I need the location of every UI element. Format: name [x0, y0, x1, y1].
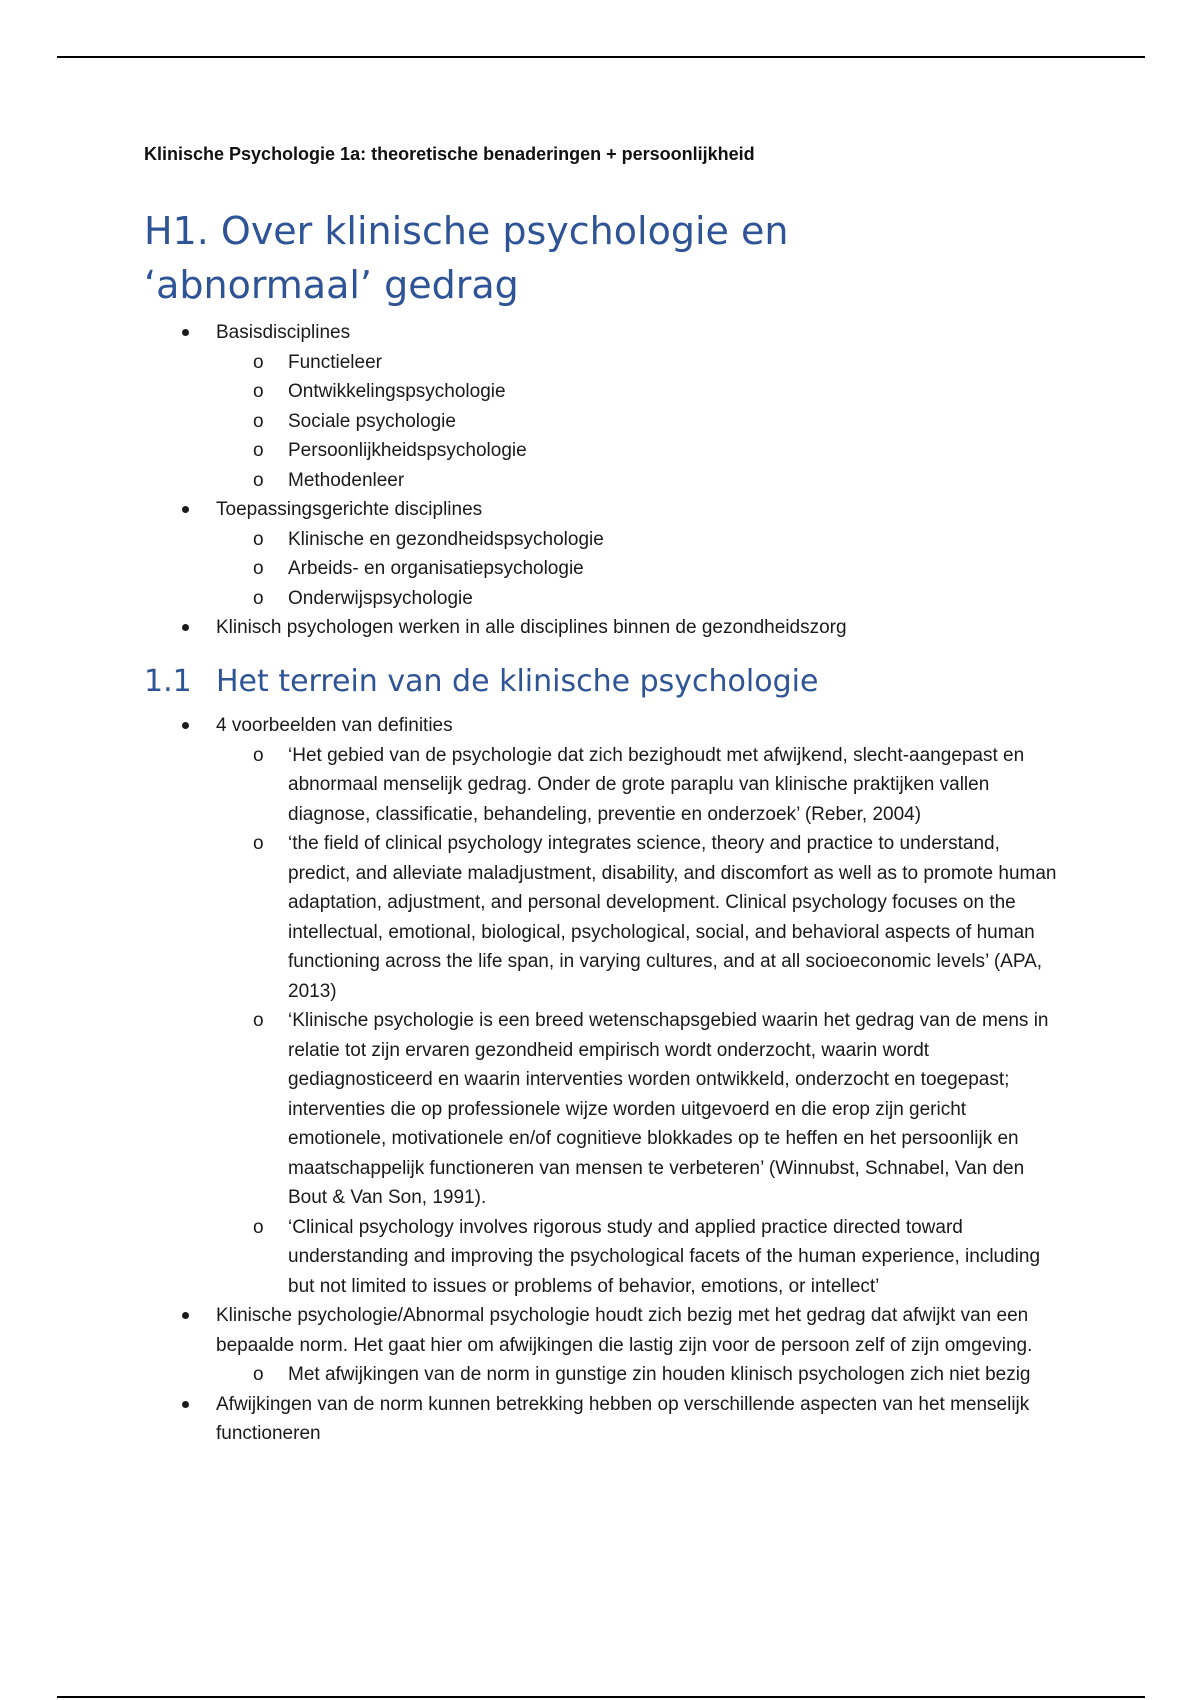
section-heading — [144, 662, 818, 702]
bullet-item: Klinisch psychologen werken in alle disciplines binnen de gezondheidszorg — [144, 613, 1064, 643]
bullet-item: Basisdisciplines — [144, 318, 1064, 348]
section-title: Het terrein van de klinische psychologie — [216, 664, 819, 699]
sub-bullet-item: o Onderwijspsychologie — [144, 584, 1064, 614]
sub-bullet-item: o ‘Het gebied van de psychologie dat zich bezighoudt met afwijkend, slecht-aangepast en abnormaal menselijk gedrag. Onder de grote paraplu van klinische praktijken vallen diagnose, classificatie, behandeling, preventie en onderzoek’ (Reber, 2004) — [144, 741, 1064, 830]
bottom-rule — [57, 1696, 1145, 1698]
sub-bullet-item: o Sociale psychologie — [144, 407, 1064, 437]
section-number: 1.1 — [144, 664, 192, 699]
bullet-item: 4 voorbeelden van definities — [144, 711, 1064, 741]
bullet-item: Toepassingsgerichte disciplines — [144, 495, 1064, 525]
bullet-item: Klinische psychologie/Abnormal psychologie houdt zich bezig met het gedrag dat afwijkt van een bepaalde norm. Het gaat hier om afwijkingen die lastig zijn voor de persoon zelf of zijn omgeving. — [144, 1301, 1064, 1360]
sub-bullet-item: o ‘the field of clinical psychology integrates science, theory and practice to understand, predict, and alleviate maladjustment, disability, and discomfort as well as to promote human adaptation, adjustment, and personal development. Clinical psychology focuses on the intellectual, emotional, biological, psychological, social, and behavioral aspects of human functioning across the life span, in varying cultures, and at all socioeconomic levels’ (APA, 2013) — [144, 829, 1064, 1006]
sub-bullet-item: o ‘Clinical psychology involves rigorous study and applied practice directed toward understanding and improving the psychological facets of the human experience, including but not limited to issues or problems of behavior, emotions, or intellect’ — [144, 1213, 1064, 1302]
sub-bullet-item: o Klinische en gezondheidspsychologie — [144, 525, 1064, 555]
definition-list — [144, 711, 1064, 1449]
discipline-list — [144, 318, 1064, 643]
document-title: Klinische Psychologie 1a: theoretische benaderingen + persoonlijkheid — [144, 144, 755, 164]
sub-bullet-item: o ‘Klinische psychologie is een breed wetenschapsgebied waarin het gedrag van de mens in relatie tot zijn ervaren gezondheid empirisch wordt onderzocht, waarin wordt gediagnosticeerd en waarin interventies worden ontwikkeld, onderzocht en toegepast; interventies die op professionele wijze worden uitgevoerd en die erop zijn gericht emotionele, motivationele en/of cognitieve blokkades op te heffen en het persoonlijk en maatschappelijk functioneren van mensen te verbeteren’ (Winnubst, Schnabel, Van den Bout & Van Son, 1991). — [144, 1006, 1064, 1213]
sub-bullet-item: o Persoonlijkheidspsychologie — [144, 436, 1064, 466]
bullet-item: Afwijkingen van de norm kunnen betrekking hebben op verschillende aspecten van het menselijk functioneren — [144, 1390, 1064, 1449]
sub-bullet-item: o Met afwijkingen van de norm in gunstige zin houden klinisch psychologen zich niet bezig — [144, 1360, 1064, 1390]
sub-bullet-item: o Arbeids- en organisatiepsychologie — [144, 554, 1064, 584]
sub-bullet-item: o Methodenleer — [144, 466, 1064, 496]
chapter-heading: H1. Over klinische psychologie en ‘abnormaal’ gedrag — [144, 209, 789, 307]
sub-bullet-item: o Ontwikkelingspsychologie — [144, 377, 1064, 407]
top-rule — [57, 56, 1145, 58]
sub-bullet-item: o Functieleer — [144, 348, 1064, 378]
